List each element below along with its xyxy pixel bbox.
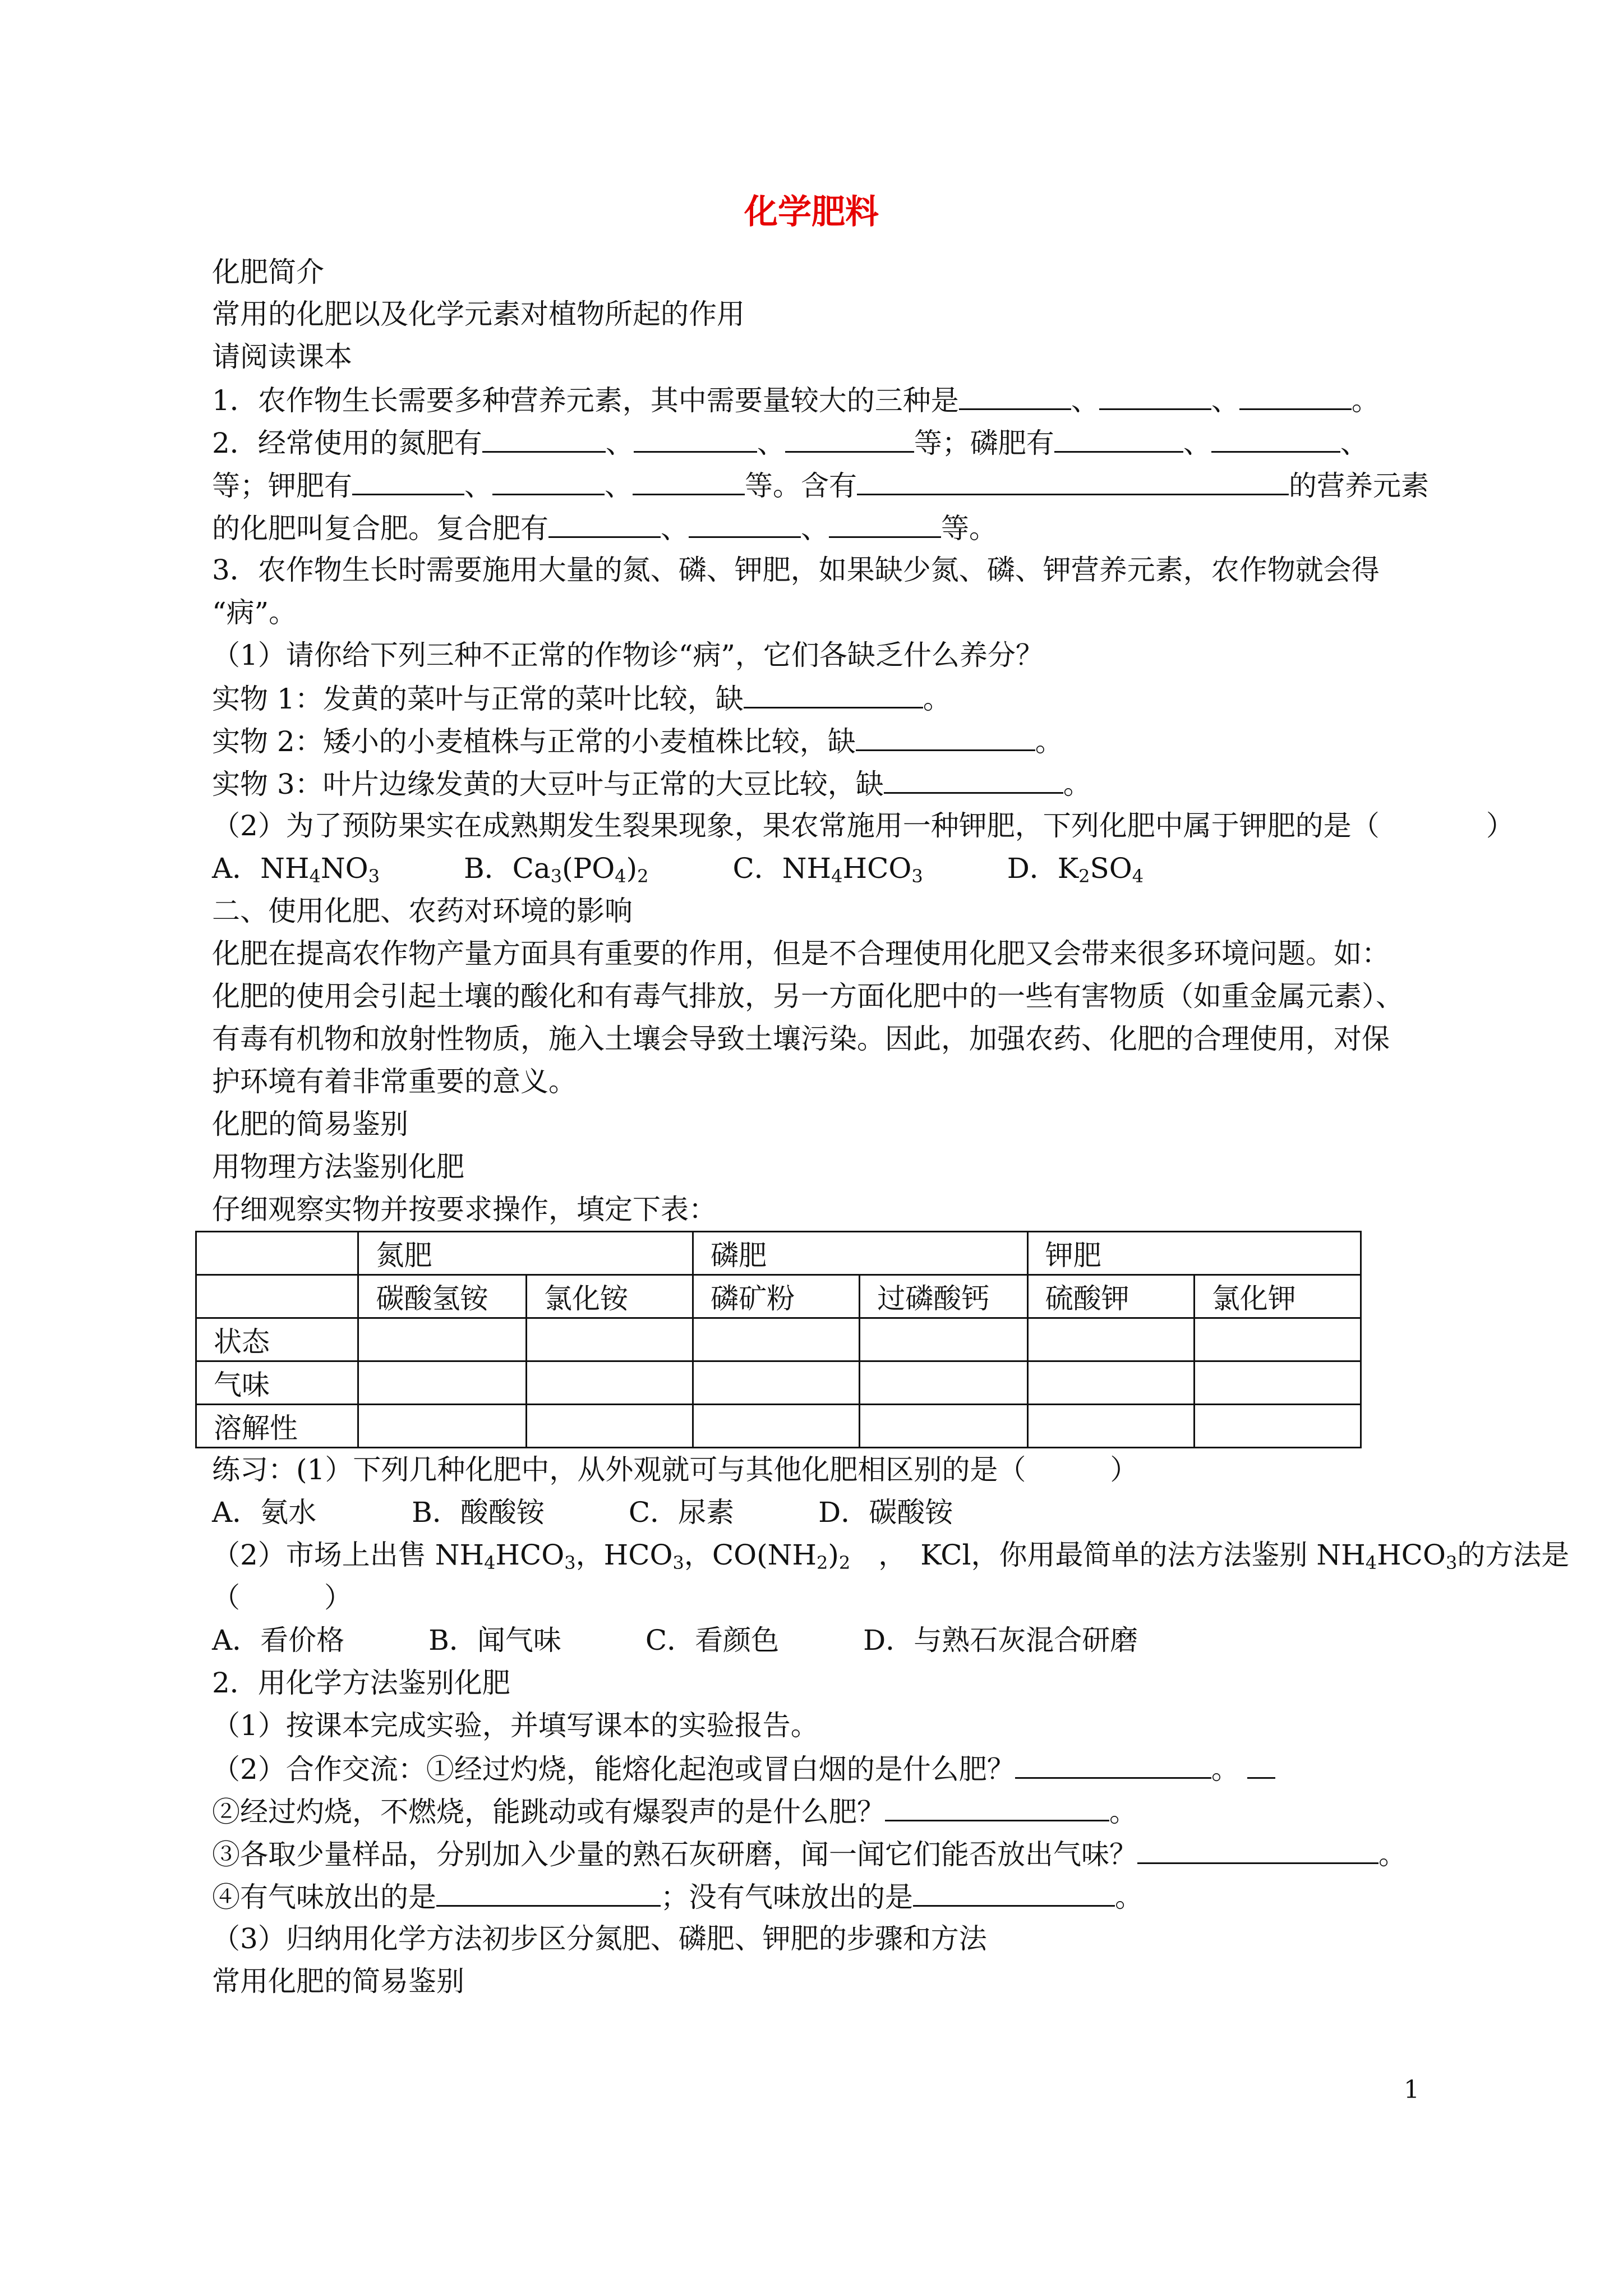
row-header: 溶解性 (196, 1405, 358, 1448)
table-cell (358, 1405, 527, 1448)
table-cell (693, 1318, 860, 1361)
column-header: 氯化铵 (527, 1275, 693, 1318)
exercise-1-options: A．氨水 B．酸酸铵 C．尿素 D．碳酸铵 (212, 1496, 953, 1529)
column-header: 过磷酸钙 (860, 1275, 1028, 1318)
table-row (196, 1405, 1361, 1448)
chemical-step-2: （2）合作交流：①经过灼烧，能熔化起泡或冒白烟的是什么肥？ 。 (212, 1751, 1275, 1786)
question-3-part-1: （1）请你给下列三种不正常的作物诊“病”，它们各缺乏什么养分？ (212, 639, 1044, 671)
table-cell (358, 1361, 527, 1405)
section-heading: 化肥简介 (212, 256, 324, 288)
table-cell (527, 1318, 693, 1361)
table-row (196, 1361, 1361, 1405)
chemical-method-heading: 2．用化学方法鉴别化肥 (212, 1667, 510, 1699)
chemical-step-1: （1）按课本完成实验，并填写课本的实验报告。 (212, 1709, 819, 1742)
question-1: 1．农作物生长需要多种营养元素，其中需要量较大的三种是 、 、 。 (212, 383, 1380, 417)
exercise-1: 练习：(1）下列几种化肥中，从外观就可与其他化肥相区别的是（ ） (212, 1453, 1138, 1486)
table-instruction: 仔细观察实物并按要求操作，填定下表： (212, 1193, 717, 1226)
row-header: 气味 (196, 1361, 358, 1405)
observation-table (195, 1231, 1362, 1448)
exercise-2-options: A．看价格 B．闻气味 C．看颜色 D．与熟石灰混合研磨 (212, 1624, 1138, 1657)
paragraph-line-2: 化肥的使用会引起土壤的酸化和有毒气排放，另一方面化肥中的一些有害物质（如重金属元素）、 (212, 980, 1404, 1013)
table-cell (358, 1318, 527, 1361)
chemical-step-2b: ②经过灼烧，不燃烧，能跳动或有爆裂声的是什么肥？ 。 (212, 1794, 1137, 1829)
section-3-heading: 化肥的简易鉴别 (212, 1108, 408, 1140)
table-cell (527, 1361, 693, 1405)
exercise-2-paren: （ ） (212, 1581, 352, 1614)
sample-1: 实物 1：发黄的菜叶与正常的菜叶比较，缺 。 (212, 681, 951, 716)
table-cell (1027, 1405, 1194, 1448)
table-corner-cell (196, 1232, 358, 1275)
instruction-text: 请阅读课本 (212, 341, 352, 373)
table-cell (1027, 1361, 1194, 1405)
question-3-part-2: （2）为了预防果实在成熟期发生裂果现象，果农常施用一种钾肥，下列化肥中属于钾肥的是（ ） (212, 809, 1514, 842)
table-cell (1194, 1318, 1361, 1361)
column-header: 硫酸钾 (1027, 1275, 1194, 1318)
sample-2: 实物 2：矮小的小麦植株与正常的小麦植株比较，缺 。 (212, 724, 1063, 758)
column-header: 碳酸氢铵 (358, 1275, 527, 1318)
group-header-nitrogen: 氮肥 (358, 1232, 693, 1275)
page-title: 化学肥料 (744, 192, 879, 232)
chemical-step-2c: ③各取少量样品，分别加入少量的熟石灰研磨，闻一闻它们能否放出气味？ 。 (212, 1837, 1407, 1871)
page-number: 1 (1404, 2076, 1419, 2104)
table-row (196, 1232, 1361, 1275)
table-cell (1194, 1405, 1361, 1448)
table-row (196, 1275, 1361, 1318)
table-cell (196, 1275, 358, 1318)
table-cell (1027, 1318, 1194, 1361)
group-header-phosphate: 磷肥 (693, 1232, 1028, 1275)
row-header: 状态 (196, 1318, 358, 1361)
question-2-end: 的化肥叫复合肥。复合肥有 、 、 等。 (212, 510, 997, 545)
paragraph-line-4: 护环境有着非常重要的意义。 (212, 1065, 577, 1098)
paragraph-line-1: 化肥在提高农作物产量方面具有重要的作用，但是不合理使用化肥又会带来很多环境问题。如： (212, 937, 1390, 970)
paragraph-line-3: 有毒有机物和放射性物质，施入土壤会导致土壤污染。因此，加强农药、化肥的合理使用，对保 (212, 1023, 1390, 1055)
sample-3: 实物 3：叶片边缘发黄的大豆叶与正常的大豆比较，缺 。 (212, 766, 1091, 801)
group-header-potash: 钾肥 (1027, 1232, 1361, 1275)
question-2: 2．经常使用的氮肥有 、 、 等；磷肥有 、 、 (212, 425, 1368, 460)
table-cell (1194, 1361, 1361, 1405)
question-3-cont: “病”。 (212, 596, 297, 629)
closing-heading: 常用化肥的简易鉴别 (212, 1965, 464, 1998)
exercise-2: （2）市场上出售 $NH_4HCO_3$，$HCO_3$，$CO(NH_2)_2$ ， KCl，你用最简单的法方法鉴别 $NH_4HCO_3$的方法是 (212, 1539, 1570, 1573)
section-2-heading: 二、使用化肥、农药对环境的影响 (212, 895, 633, 927)
table-cell (860, 1361, 1028, 1405)
question-2-cont: 等；钾肥有 、 、 等。含有 的营养元素 (212, 468, 1429, 503)
table-cell (860, 1405, 1028, 1448)
table-cell (693, 1405, 860, 1448)
question-3: 3．农作物生长时需要施用大量的氮、磷、钾肥，如果缺少氮、磷、钾营养元素，农作物就会得 (212, 554, 1380, 586)
table-cell (860, 1318, 1028, 1361)
options-potash: A．$NH_4NO_3$ B．$Ca_3(PO_4)_2$ C．$NH_4HCO_3$ D．$K_2SO_4$ (212, 852, 1144, 887)
column-header: 磷矿粉 (693, 1275, 860, 1318)
column-header: 氯化钾 (1194, 1275, 1361, 1318)
sub-heading: 常用的化肥以及化学元素对植物所起的作用 (212, 298, 745, 330)
physical-method-heading: 用物理方法鉴别化肥 (212, 1151, 464, 1183)
chemical-step-2d: ④有气味放出的是 ；没有气味放出的是 。 (212, 1879, 1143, 1914)
table-cell (527, 1405, 693, 1448)
chemical-step-3: （3）归纳用化学方法初步区分氮肥、磷肥、钾肥的步骤和方法 (212, 1922, 987, 1955)
table-row (196, 1318, 1361, 1361)
table-cell (693, 1361, 860, 1405)
